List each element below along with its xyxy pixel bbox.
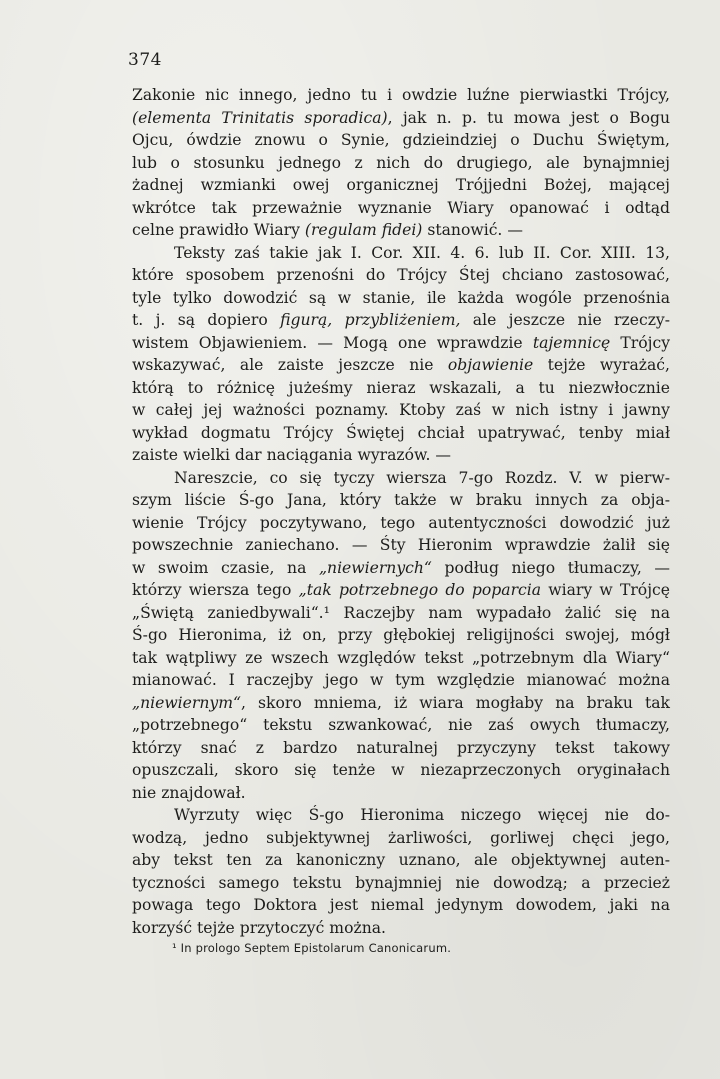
text-segment: , skoro mniema, iż wiara mogłaby na braku tak: [240, 693, 670, 712]
text-segment: szym liście Ś-go Jana, który także w braku innych za obja-: [132, 491, 670, 509]
text-line: [132, 242, 670, 265]
text-segment: mianować. I raczejby jego w tym względzie mianować można: [132, 671, 670, 689]
text-segment: Nareszcie, co się tyczy wiersza 7-go Rozdz. V. w pierw-: [174, 468, 670, 487]
text-segment: wodzą, jedno subjektywnej żarliwości, gorliwej chęci jego,: [132, 828, 670, 847]
text-line: [132, 287, 670, 310]
body-text: [132, 84, 670, 939]
text-line: [132, 197, 670, 220]
text-segment: nie znajdował.: [132, 783, 246, 802]
text-segment: wykład dogmatu Trójcy Świętej chciał upatrywać, tenby miał: [132, 423, 670, 442]
text-line: [132, 107, 670, 130]
text-line: [132, 377, 670, 400]
text-segment: celne prawidło Wiary: [132, 221, 305, 239]
text-segment: lub o stosunku jednego z nich do drugiego, ale bynajmniej: [132, 153, 670, 172]
text-line: [132, 849, 670, 872]
text-line: [132, 804, 670, 827]
page-number: 374: [128, 50, 162, 70]
italic-text: (regulam fidei): [304, 221, 423, 239]
text-line: [132, 782, 670, 805]
text-segment: które sposobem przenośni do Trójcy Ś: [132, 266, 470, 284]
text-line: [132, 512, 670, 535]
text-segment: Trójcy: [610, 333, 671, 352]
text-line: [132, 557, 670, 580]
text-segment: , jak n. p. tu mowa jest o Bogu: [387, 108, 670, 127]
text-segment: tej chciano zastosować,: [469, 266, 670, 284]
text-line: [132, 399, 670, 422]
text-line: [132, 872, 670, 895]
text-line: [132, 467, 670, 490]
italic-text: „niewiernych“: [318, 558, 432, 577]
text-line: [132, 354, 670, 377]
text-segment: t. j. są dopiero: [132, 311, 281, 329]
text-line: [132, 669, 670, 692]
text-line: [132, 129, 670, 152]
italic-text: „tak potrzebnego do poparcia: [298, 581, 542, 599]
text-segment: wiary w Trójcę: [541, 581, 670, 599]
text-segment: Ojcu, ówdzie znowu o Synie, gdzieindziej o Duchu Świętym,: [132, 131, 670, 149]
text-line: [132, 309, 670, 332]
text-line: [132, 647, 670, 670]
text-segment: w swoim czasie, na: [132, 558, 319, 577]
text-segment: ale jeszcze nie rzeczy-: [460, 311, 670, 329]
text-segment: podług niego tłumaczy, —: [431, 558, 670, 577]
text-line: [132, 444, 670, 467]
text-segment: którzy snać z bardzo naturalnej przyczyny tekst takowy: [132, 738, 670, 757]
italic-text: (elementa Trinitatis sporadica): [132, 108, 388, 127]
text-segment: Teksty zaś takie jak I. Cor. XII. 4. 6. lub II. Cor. XIII. 13,: [174, 243, 670, 262]
text-line: [132, 174, 670, 197]
text-segment: korzyść tejże przytoczyć można.: [132, 918, 386, 937]
italic-text: „niewiernym“: [132, 693, 241, 712]
text-line: [132, 264, 670, 287]
text-line: [132, 489, 670, 512]
text-segment: wienie Trójcy poczytywano, tego autentyczności dowodzić już: [132, 513, 670, 532]
text-segment: Zakonie nic innego, jedno tu i owdzie luźne pierwiastki Trójcy,: [132, 86, 670, 104]
text-segment: powaga tego Doktora jest niemal jedynym dowodem, jaki na: [132, 896, 670, 914]
text-segment: zaiste wielki dar naciągania wyrazów. —: [132, 446, 452, 464]
text-line: [132, 602, 670, 625]
text-line: [132, 827, 670, 850]
text-segment: Ś-go Hieronima, iż on, przy głębokiej religijności swojej, mógł: [132, 626, 670, 644]
text-line: [132, 579, 670, 602]
text-segment: wkrótce tak przeważnie wyznanie Wiary opanować i odtąd: [132, 198, 670, 217]
text-segment: w całej jej ważności poznamy. Ktoby zaś w nich istny i jawny: [132, 401, 670, 419]
text-line: [132, 917, 670, 940]
text-segment: tak wątpliwy ze wszech względów tekst „potrzebnym dla Wiary“: [132, 648, 670, 667]
text-segment: „Świętą zaniedbywali“.¹ Raczejby nam wypadało żalić się na: [132, 603, 670, 622]
text-segment: tyczności samego tekstu bynajmniej nie dowodzą; a przecież: [132, 873, 670, 892]
text-segment: wistem Objawieniem. — Mogą one wprawdzie: [132, 333, 533, 352]
italic-text: figurą, przybliżeniem,: [280, 311, 461, 329]
text-segment: aby tekst ten za kanoniczny uznano, ale objektywnej auten-: [132, 851, 670, 869]
text-segment: stanowić. —: [422, 221, 523, 239]
text-line: [132, 422, 670, 445]
footnote: ¹ In prologo Septem Epistolarum Canonicarum.: [172, 941, 452, 955]
text-segment: tejże wyrażać,: [533, 356, 670, 374]
text-line: [132, 737, 670, 760]
text-line: [132, 759, 670, 782]
text-line: [132, 219, 670, 242]
text-segment: wskazywać, ale zaiste jeszcze nie: [132, 356, 448, 374]
text-line: [132, 332, 670, 355]
text-segment: którzy wiersza tego: [132, 581, 299, 599]
text-line: [132, 692, 670, 715]
text-segment: Wyrzuty więc Ś-go Hieronima niczego więcej nie do-: [174, 806, 670, 824]
text-line: [132, 84, 670, 107]
text-segment: tyle tylko dowodzić są w stanie, ile każda wogóle przenośnia: [132, 288, 670, 307]
text-line: [132, 152, 670, 175]
text-segment: opuszczali, skoro się tenże w niezaprzeczonych oryginałach: [132, 761, 670, 779]
italic-text: tajemnicę: [532, 333, 611, 352]
text-segment: „potrzebnego“ tekstu szwankować, nie zaś owych tłumaczy,: [132, 716, 670, 734]
text-segment: którą to różnicę jużeśmy nieraz wskazali, a tu niezwłocznie: [132, 378, 670, 397]
text-segment: żadnej wzmianki owej organicznej Trójjedni Bożej, mającej: [132, 176, 670, 194]
italic-text: objawienie: [447, 356, 534, 374]
text-line: [132, 714, 670, 737]
text-segment: powszechnie zaniechano. — Śty Hieronim wprawdzie żalił się: [132, 536, 670, 554]
text-line: [132, 894, 670, 917]
text-line: [132, 534, 670, 557]
text-line: [132, 624, 670, 647]
